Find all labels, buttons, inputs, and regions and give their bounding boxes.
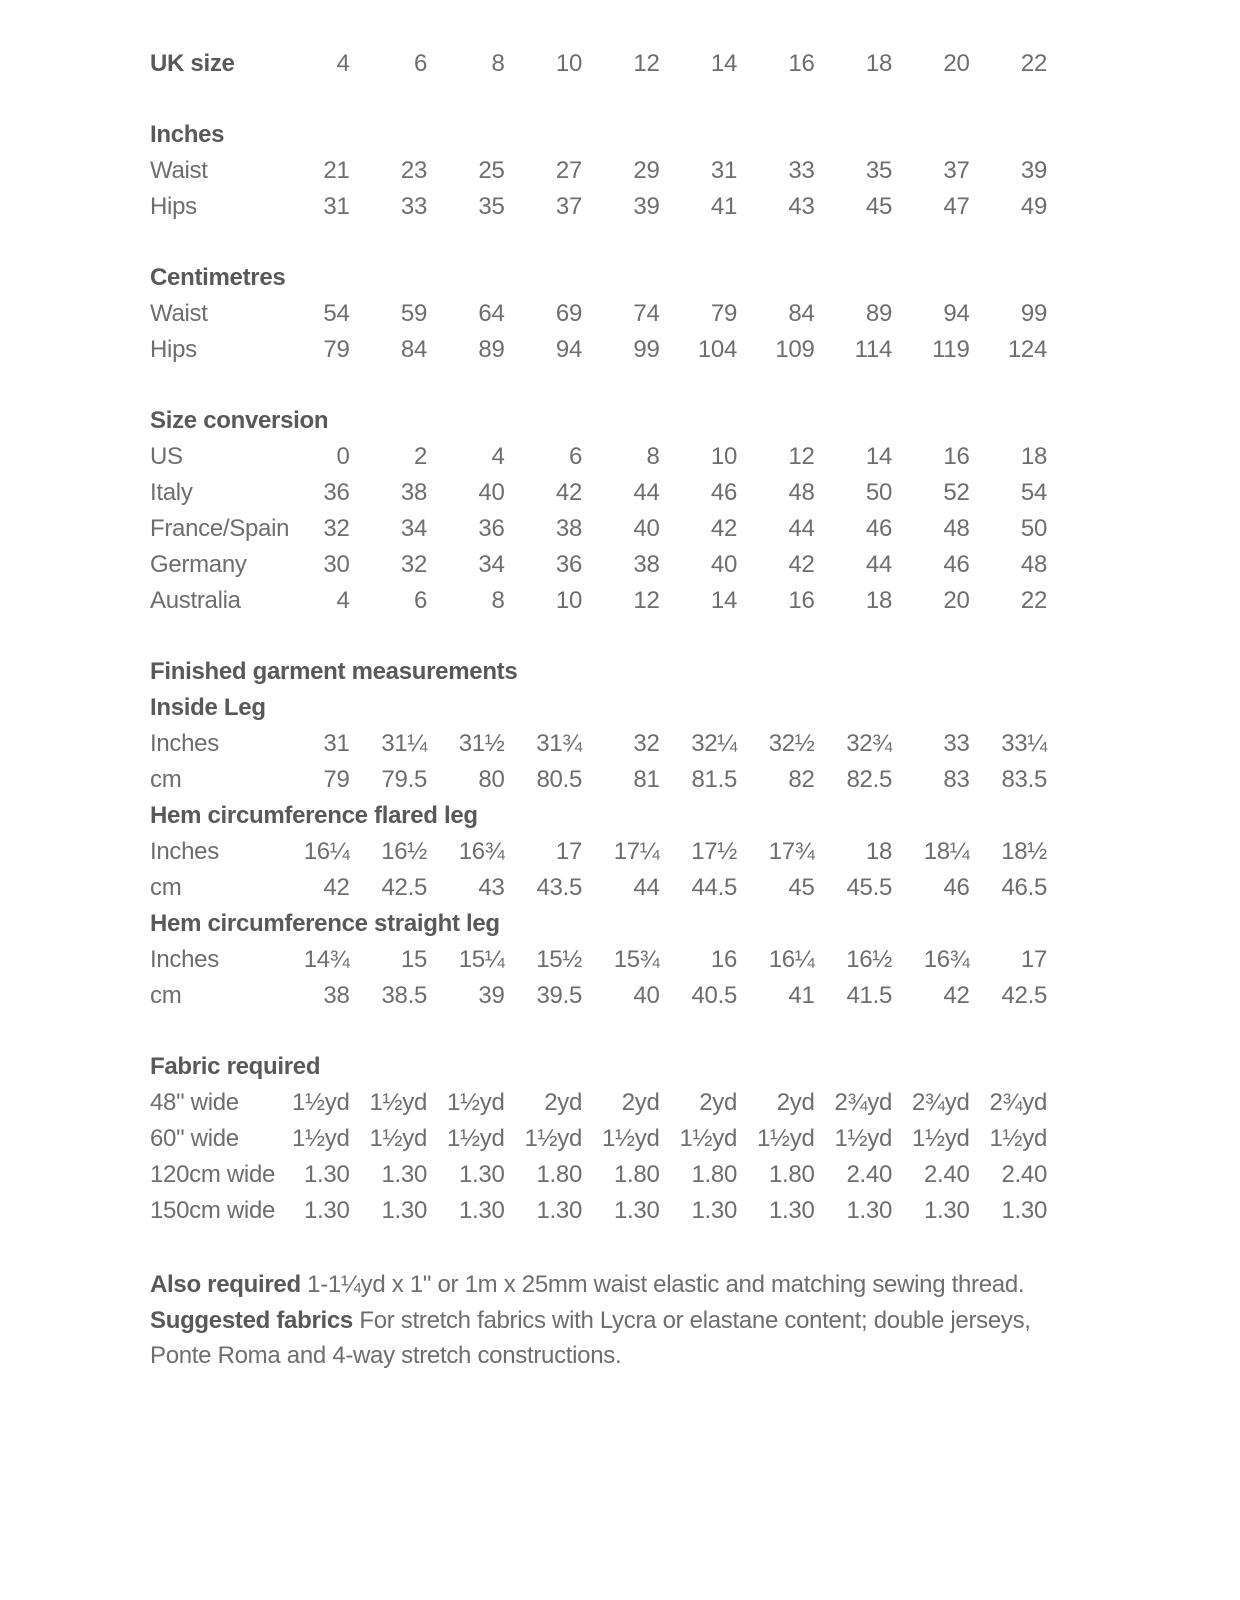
cell-value: 79 [323,336,350,363]
cell-value: 15½ [536,946,582,973]
cell-value: 2.40 [923,1161,970,1188]
cell-value: 84 [400,336,427,363]
table-section [150,117,1060,225]
cell-value: 1.30 [303,1197,350,1224]
cell-value: 79 [323,766,350,793]
cell-value: 2¾yd [911,1089,970,1116]
cell-value: 46.5 [1001,874,1047,901]
cell-value: 99 [633,336,660,363]
cell-value: 18 [865,587,892,614]
cell-value: 1.30 [691,1197,737,1224]
cell-value: 39 [1020,157,1047,184]
cell-value: 23 [400,157,427,184]
cell-value: 32½ [768,730,815,757]
cell-value: 2yd [776,1089,815,1116]
cell-value: 31 [323,193,350,220]
section-heading: Finished garment measurements [150,658,518,685]
cell-value: 14¾ [303,946,350,973]
cell-value: 17 [555,838,582,865]
cell-value: 124 [1007,336,1047,363]
table-row [150,439,1060,475]
cell-value: 1.30 [536,1197,582,1224]
cell-value: 6 [413,50,427,77]
cell-value: 48 [1020,551,1047,578]
section-heading: Size conversion [150,407,329,434]
cell-value: 42 [710,515,737,542]
cell-value: 16¼ [303,838,350,865]
cell-value: 12 [633,587,660,614]
cell-value: 1½yd [446,1125,505,1152]
subsection-heading: Hem circumference straight leg [150,910,500,937]
cell-value: 46 [710,479,737,506]
table-row [150,547,1060,583]
table-row [150,1157,1060,1193]
cell-value: 16¼ [768,946,815,973]
cell-value: 2yd [544,1089,582,1116]
cell-value: 38 [555,515,582,542]
cell-value: 45 [865,193,892,220]
cell-value: 32 [323,515,350,542]
row-label: Inches [150,730,219,757]
cell-value: 1.30 [1001,1197,1047,1224]
section-heading: Fabric required [150,1053,321,1080]
cell-value: 12 [788,443,815,470]
cell-value: 32¾ [846,730,892,757]
cell-value: 1½yd [989,1125,1047,1152]
cell-value: 46 [943,874,970,901]
cell-value: 22 [1020,50,1047,77]
cell-value: 42.5 [1001,982,1047,1009]
row-label: Germany [150,551,247,578]
cell-value: 15¼ [458,946,505,973]
cell-value: 1½yd [369,1089,427,1116]
notes-text: For stretch fabrics with Lycra or elastane content; double jerseys, Ponte Roma and 4-way stretch constructions. [150,1306,1031,1369]
cell-value: 15¾ [613,946,660,973]
cell-value: 42 [323,874,350,901]
cell-value: 44.5 [691,874,737,901]
cell-value: 2.40 [846,1161,892,1188]
row-label: Inches [150,838,219,865]
cell-value: 94 [943,300,970,327]
cell-value: 1.30 [381,1161,427,1188]
row-label: Hips [150,193,197,220]
cell-value: 20 [943,50,970,77]
cell-value: 6 [413,587,427,614]
table-row [150,475,1060,511]
cell-value: 2yd [621,1089,660,1116]
cell-value: 17½ [691,838,737,865]
cell-value: 6 [568,443,582,470]
row-label: 120cm wide [150,1161,276,1188]
row-label: cm [150,874,182,901]
row-label: 48" wide [150,1089,239,1116]
cell-value: 79.5 [381,766,427,793]
cell-value: 16¾ [923,946,970,973]
cell-value: 16 [788,50,815,77]
cell-value: 42 [788,551,815,578]
cell-value: 31 [710,157,737,184]
cell-value: 1½yd [601,1125,660,1152]
cell-value: 83.5 [1001,766,1047,793]
cell-value: 41.5 [846,982,892,1009]
table-section [150,1049,1060,1229]
cell-value: 8 [646,443,660,470]
cell-value: 52 [943,479,970,506]
cell-value: 4 [336,50,350,77]
cell-value: 54 [1020,479,1047,506]
cell-value: 38 [400,479,427,506]
row-label: Australia [150,587,241,614]
table-section [150,654,1060,1014]
cell-value: 8 [491,587,505,614]
cell-value: 94 [555,336,582,363]
cell-value: 18 [865,50,892,77]
cell-value: 22 [1020,587,1047,614]
cell-value: 2 [413,443,427,470]
row-label: Inches [150,946,219,973]
subsection-heading: Hem circumference flared leg [150,802,478,829]
cell-value: 8 [491,50,505,77]
cell-value: 18¼ [923,838,970,865]
cell-value: 16½ [846,946,892,973]
table-row [150,834,1060,870]
cell-value: 1½yd [446,1089,505,1116]
cell-value: 35 [478,193,505,220]
cell-value: 30 [323,551,350,578]
cell-value: 1.80 [613,1161,660,1188]
cell-value: 17 [1020,946,1047,973]
cell-value: 37 [555,193,582,220]
cell-value: 48 [788,479,815,506]
cell-value: 109 [775,336,815,363]
cell-value: 39 [478,982,505,1009]
notes-bold-text: Also required [150,1271,301,1298]
cell-value: 1.80 [536,1161,582,1188]
cell-value: 42 [555,479,582,506]
cell-value: 43 [788,193,815,220]
row-label: cm [150,766,182,793]
cell-value: 40 [633,982,660,1009]
table-row [150,189,1060,225]
cell-value: 16 [710,946,737,973]
cell-value: 80.5 [536,766,582,793]
cell-value: 32 [633,730,660,757]
cell-value: 16 [788,587,815,614]
cell-value: 18½ [1001,838,1047,865]
table-row [150,942,1060,978]
table-row [150,726,1060,762]
cell-value: 27 [555,157,582,184]
cell-value: 16¾ [458,838,505,865]
cell-value: 74 [633,300,660,327]
cell-value: 49 [1020,193,1047,220]
table-row [150,870,1060,906]
table-row [150,583,1060,619]
cell-value: 119 [932,336,970,363]
cell-value: 42.5 [381,874,427,901]
cell-value: 80 [478,766,505,793]
cell-value: 10 [555,50,582,77]
cell-value: 43.5 [536,874,582,901]
cell-value: 69 [555,300,582,327]
row-label: cm [150,982,182,1009]
table-row [150,511,1060,547]
cell-value: 2¾yd [834,1089,892,1116]
cell-value: 44 [865,551,892,578]
cell-value: 42 [943,982,970,1009]
subsection-heading: Inside Leg [150,694,266,721]
sizing-table [150,46,1060,1229]
cell-value: 4 [336,587,350,614]
cell-value: 39.5 [536,982,582,1009]
cell-value: 50 [1020,515,1047,542]
cell-value: 14 [710,50,737,77]
notes-bold-text: Suggested fabrics [150,1306,353,1334]
section-heading: Centimetres [150,264,286,291]
cell-value: 40.5 [691,982,737,1009]
cell-value: 31 [323,730,350,757]
cell-value: 64 [478,300,505,327]
row-label: Italy [150,479,193,506]
cell-value: 2¾yd [989,1089,1047,1116]
cell-value: 40 [478,479,505,506]
cell-value: 25 [478,157,505,184]
table-row [150,332,1060,368]
cell-value: 36 [555,551,582,578]
cell-value: 1½yd [756,1125,815,1152]
cell-value: 1½yd [834,1125,892,1152]
cell-value: 45.5 [846,874,892,901]
row-label: 60" wide [150,1125,239,1152]
cell-value: 114 [854,336,892,363]
cell-value: 81 [633,766,660,793]
cell-value: 82 [788,766,815,793]
cell-value: 1.80 [691,1161,737,1188]
row-label: Waist [150,157,208,184]
cell-value: 82.5 [846,766,892,793]
cell-value: 1.30 [458,1161,505,1188]
table-row [150,978,1060,1014]
cell-value: 1½yd [291,1089,350,1116]
cell-value: 33 [788,157,815,184]
cell-value: 44 [633,479,660,506]
cell-value: 104 [697,336,737,363]
cell-value: 84 [788,300,815,327]
cell-value: 44 [788,515,815,542]
cell-value: 41 [710,193,737,220]
cell-value: 36 [323,479,350,506]
table-row [150,762,1060,798]
cell-value: 1.80 [768,1161,815,1188]
notes-paragraph [150,1267,1098,1374]
row-label: US [150,443,183,470]
cell-value: 20 [943,587,970,614]
table-section [150,260,1060,368]
table-row [150,153,1060,189]
cell-value: 35 [865,157,892,184]
cell-value: 44 [633,874,660,901]
cell-value: 38 [323,982,350,1009]
cell-value: 54 [323,300,350,327]
cell-value: 31½ [458,730,505,757]
cell-value: 31¼ [381,730,427,757]
section-heading: Inches [150,121,225,148]
cell-value: 47 [943,193,970,220]
cell-value: 31¾ [536,730,582,757]
cell-value: 43 [478,874,505,901]
cell-value: 33 [943,730,970,757]
cell-value: 38 [633,551,660,578]
cell-value: 2.40 [1001,1161,1047,1188]
cell-value: 10 [710,443,737,470]
cell-value: 1½yd [369,1125,427,1152]
cell-value: 4 [491,443,505,470]
table-row [150,1121,1060,1157]
cell-value: 83 [943,766,970,793]
cell-value: 1.30 [923,1197,970,1224]
cell-value: 81.5 [691,766,737,793]
row-label: Waist [150,300,208,327]
cell-value: 17¼ [613,838,660,865]
cell-value: 32¼ [691,730,737,757]
cell-value: 1.30 [613,1197,660,1224]
cell-value: 59 [400,300,427,327]
table-row [150,1085,1060,1121]
cell-value: 0 [336,443,350,470]
cell-value: 1.30 [846,1197,892,1224]
cell-value: 33¼ [1001,730,1047,757]
cell-value: 29 [633,157,660,184]
cell-value: 1.30 [303,1161,350,1188]
cell-value: 41 [788,982,815,1009]
cell-value: 34 [478,551,505,578]
table-row [150,1193,1060,1229]
cell-value: 12 [633,50,660,77]
cell-value: 1½yd [679,1125,737,1152]
row-label: UK size [150,50,235,77]
table-row [150,46,1060,82]
cell-value: 2yd [699,1089,737,1116]
cell-value: 21 [323,157,350,184]
cell-value: 32 [400,551,427,578]
row-label: France/Spain [150,515,290,542]
cell-value: 40 [710,551,737,578]
row-label: 150cm wide [150,1197,276,1224]
cell-value: 15 [400,946,427,973]
cell-value: 36 [478,515,505,542]
cell-value: 89 [478,336,505,363]
cell-value: 33 [400,193,427,220]
cell-value: 40 [633,515,660,542]
cell-value: 45 [788,874,815,901]
cell-value: 50 [865,479,892,506]
cell-value: 16½ [381,838,427,865]
cell-value: 17¾ [768,838,815,865]
cell-value: 14 [865,443,892,470]
cell-value: 1.30 [381,1197,427,1224]
cell-value: 38.5 [381,982,427,1009]
cell-value: 48 [943,515,970,542]
table-section [150,403,1060,619]
cell-value: 16 [943,443,970,470]
cell-value: 34 [400,515,427,542]
cell-value: 99 [1020,300,1047,327]
cell-value: 14 [710,587,737,614]
cell-value: 89 [865,300,892,327]
cell-value: 46 [943,551,970,578]
cell-value: 1.30 [768,1197,815,1224]
row-label: Hips [150,336,197,363]
cell-value: 37 [943,157,970,184]
cell-value: 1½yd [911,1125,970,1152]
cell-value: 18 [1020,443,1047,470]
cell-value: 1½yd [291,1125,350,1152]
cell-value: 46 [865,515,892,542]
notes-text: 1-1¼yd x 1" or 1m x 25mm waist elastic and matching sewing thread. [300,1271,1025,1298]
cell-value: 1.30 [458,1197,505,1224]
cell-value: 39 [633,193,660,220]
cell-value: 10 [555,587,582,614]
cell-value: 79 [710,300,737,327]
cell-value: 1½yd [524,1125,582,1152]
cell-value: 18 [865,838,892,865]
table-row [150,296,1060,332]
